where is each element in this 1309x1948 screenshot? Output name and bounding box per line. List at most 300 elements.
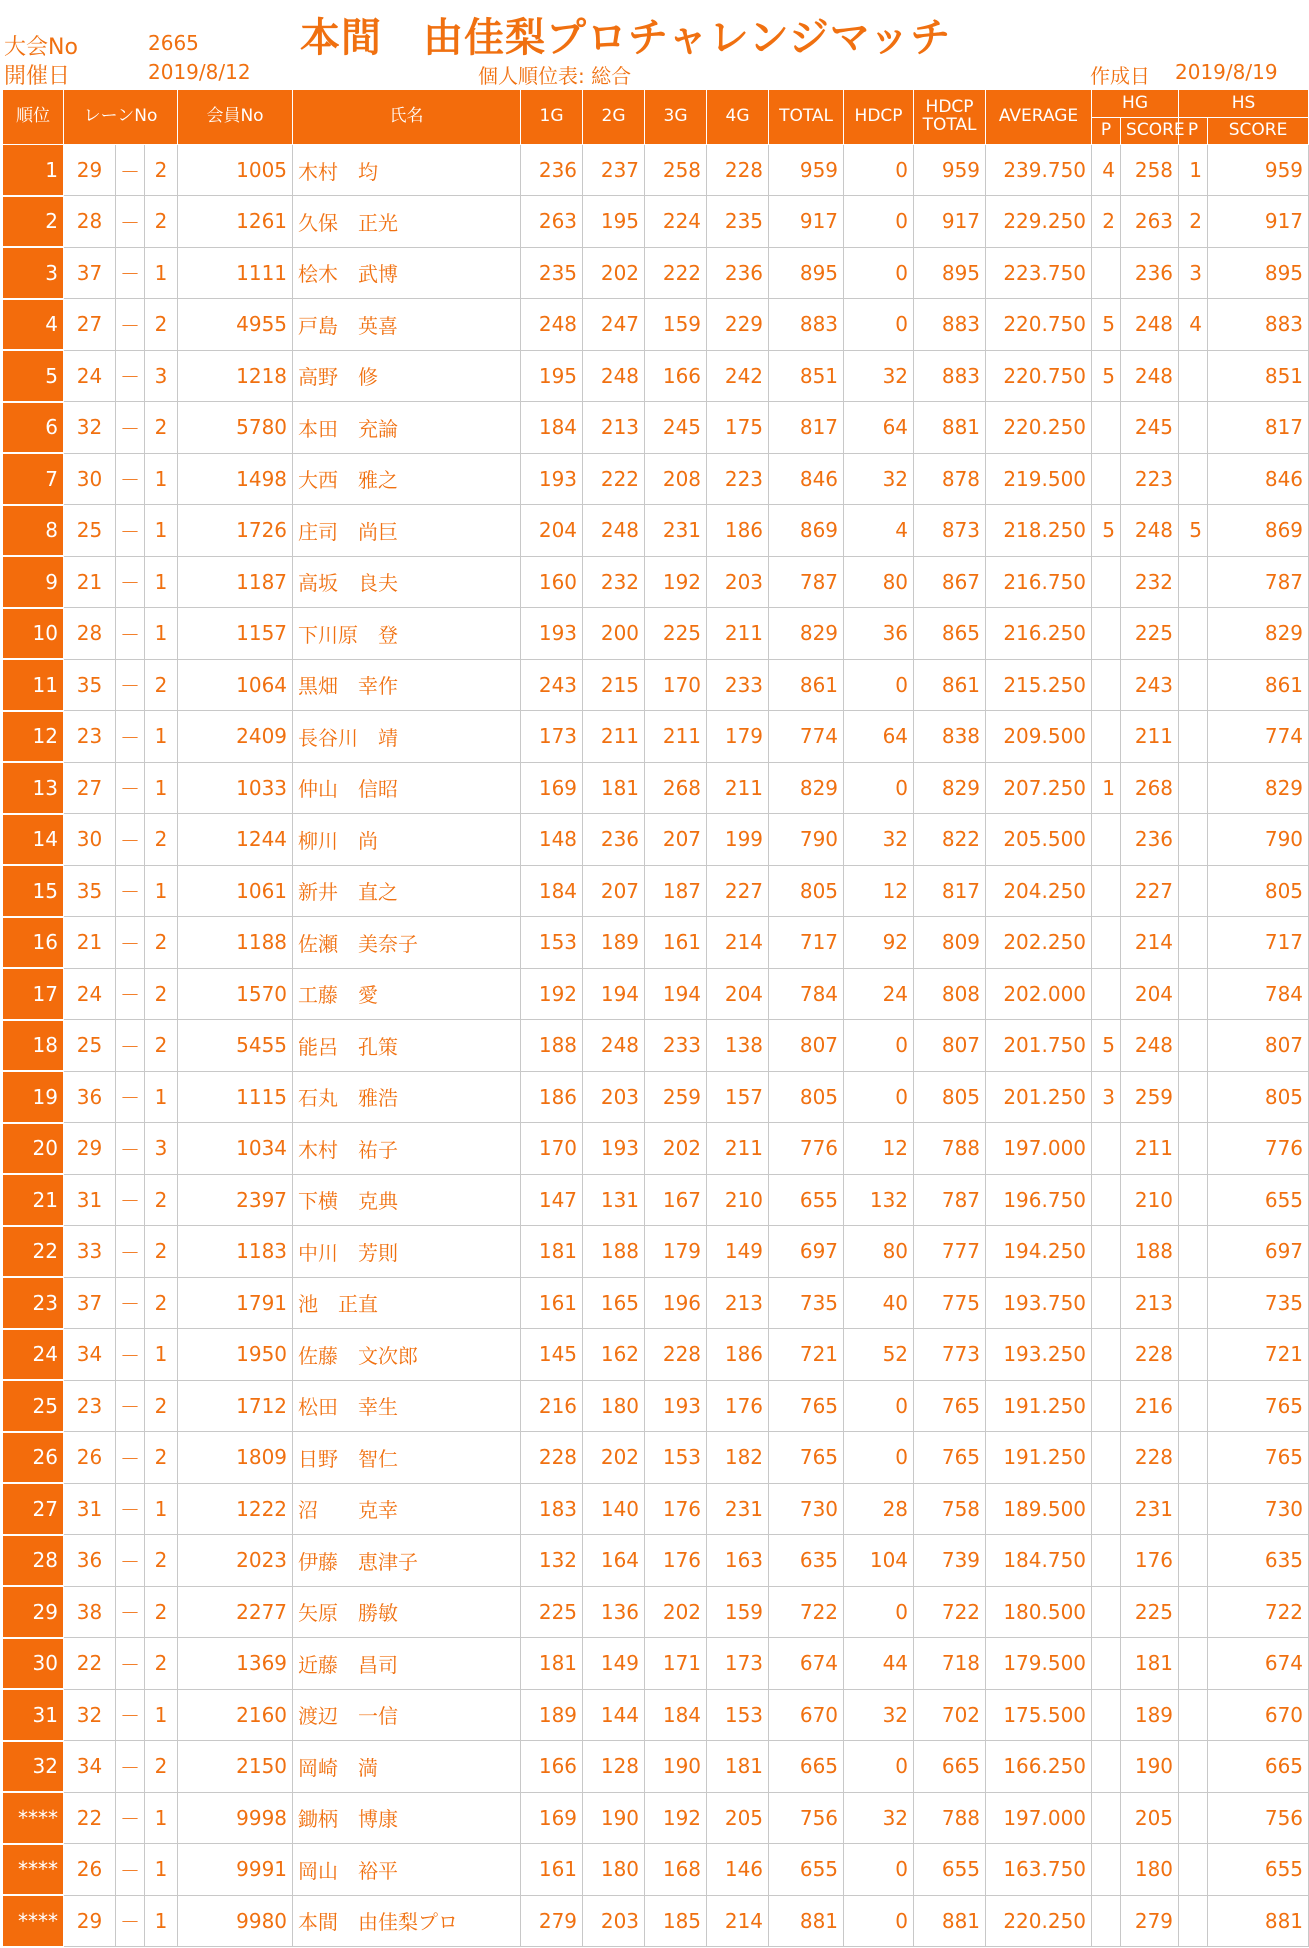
high-series-place <box>1179 1689 1208 1741</box>
game-1: 183 <box>521 1483 583 1535</box>
total-score: 722 <box>769 1586 844 1638</box>
game-1: 170 <box>521 1123 583 1175</box>
high-game-place <box>1092 1277 1121 1329</box>
handicap: 0 <box>844 299 914 351</box>
game-2: 213 <box>583 402 645 454</box>
game-3: 184 <box>645 1689 707 1741</box>
game-1: 279 <box>521 1895 583 1947</box>
handicap-total: 702 <box>914 1689 986 1741</box>
rank-cell: 30 <box>3 1638 64 1690</box>
game-2: 222 <box>583 453 645 505</box>
total-score: 784 <box>769 968 844 1020</box>
high-game-place <box>1092 1689 1121 1741</box>
handicap: 0 <box>844 762 914 814</box>
lane-sub: 2 <box>145 917 178 969</box>
lane-number: 29 <box>64 1123 116 1175</box>
total-score: 829 <box>769 608 844 660</box>
table-row <box>3 299 1309 351</box>
handicap: 40 <box>844 1277 914 1329</box>
game-2: 131 <box>583 1174 645 1226</box>
lane-dash: － <box>116 453 145 505</box>
high-game-place: 1 <box>1092 762 1121 814</box>
event-date: 2019/8/12 <box>148 60 251 84</box>
rank-cell: 27 <box>3 1483 64 1535</box>
high-series-place <box>1179 556 1208 608</box>
game-2: 237 <box>583 145 645 196</box>
rank-cell: 3 <box>3 247 64 299</box>
high-series-place <box>1179 1277 1208 1329</box>
player-name: 佐藤 文次郎 <box>293 1329 521 1381</box>
game-1: 166 <box>521 1741 583 1793</box>
total-score: 829 <box>769 762 844 814</box>
game-4: 231 <box>707 1483 769 1535</box>
lane-number: 30 <box>64 814 116 866</box>
rank-cell: 11 <box>3 659 64 711</box>
high-series-place <box>1179 659 1208 711</box>
average-score: 191.250 <box>986 1380 1092 1432</box>
average-score: 180.500 <box>986 1586 1092 1638</box>
col-hdcp-total-line2: TOTAL <box>922 115 977 135</box>
col-hdcp-total-line1: HDCP <box>925 97 974 118</box>
handicap-total: 865 <box>914 608 986 660</box>
rank-cell: 32 <box>3 1741 64 1793</box>
average-score: 220.750 <box>986 350 1092 402</box>
average-score: 189.500 <box>986 1483 1092 1535</box>
game-2: 164 <box>583 1535 645 1587</box>
lane-sub: 3 <box>145 1123 178 1175</box>
total-score: 721 <box>769 1329 844 1381</box>
handicap: 0 <box>844 1895 914 1947</box>
rank-cell: 26 <box>3 1432 64 1484</box>
handicap: 0 <box>844 196 914 248</box>
game-2: 189 <box>583 917 645 969</box>
lane-number: 26 <box>64 1432 116 1484</box>
total-score: 765 <box>769 1380 844 1432</box>
col-hdcp-total <box>914 90 986 145</box>
high-series-place <box>1179 865 1208 917</box>
high-series-place <box>1179 762 1208 814</box>
member-no: 2150 <box>178 1741 293 1793</box>
lane-dash: － <box>116 556 145 608</box>
member-no: 2409 <box>178 711 293 763</box>
game-3: 179 <box>645 1226 707 1278</box>
member-no: 1218 <box>178 350 293 402</box>
game-4: 214 <box>707 917 769 969</box>
lane-number: 32 <box>64 1689 116 1741</box>
lane-dash: － <box>116 247 145 299</box>
player-name: 矢原 勝敏 <box>293 1586 521 1638</box>
lane-number: 24 <box>64 968 116 1020</box>
member-no: 1369 <box>178 1638 293 1690</box>
player-name: 下横 克典 <box>293 1174 521 1226</box>
col-lane: レーンNo <box>64 90 178 145</box>
handicap-total: 788 <box>914 1792 986 1844</box>
total-score: 776 <box>769 1123 844 1175</box>
player-name: 近藤 昌司 <box>293 1638 521 1690</box>
lane-dash: － <box>116 1432 145 1484</box>
high-game-score: 248 <box>1121 505 1179 557</box>
table-row <box>3 1689 1309 1741</box>
handicap: 12 <box>844 865 914 917</box>
high-series-place <box>1179 1020 1208 1072</box>
player-name: 渡辺 一信 <box>293 1689 521 1741</box>
high-game-score: 227 <box>1121 865 1179 917</box>
rank-cell: 16 <box>3 917 64 969</box>
total-score: 805 <box>769 1071 844 1123</box>
total-score: 756 <box>769 1792 844 1844</box>
player-name: 中川 芳則 <box>293 1226 521 1278</box>
lane-dash: － <box>116 1226 145 1278</box>
high-series-place <box>1179 1432 1208 1484</box>
lane-sub: 1 <box>145 1483 178 1535</box>
high-game-place <box>1092 814 1121 866</box>
high-series-place <box>1179 1123 1208 1175</box>
lane-number: 37 <box>64 1277 116 1329</box>
average-score: 196.750 <box>986 1174 1092 1226</box>
handicap-total: 895 <box>914 247 986 299</box>
game-4: 149 <box>707 1226 769 1278</box>
average-score: 216.750 <box>986 556 1092 608</box>
lane-sub: 2 <box>145 1586 178 1638</box>
rank-cell: 20 <box>3 1123 64 1175</box>
created-label: 作成日 <box>1090 64 1150 88</box>
game-3: 211 <box>645 711 707 763</box>
game-1: 186 <box>521 1071 583 1123</box>
average-score: 202.250 <box>986 917 1092 969</box>
lane-dash: － <box>116 299 145 351</box>
rank-cell: 9 <box>3 556 64 608</box>
total-score: 817 <box>769 402 844 454</box>
average-score: 204.250 <box>986 865 1092 917</box>
high-series-score: 883 <box>1208 299 1309 351</box>
handicap: 0 <box>844 145 914 196</box>
rank-cell: 1 <box>3 145 64 196</box>
game-2: 149 <box>583 1638 645 1690</box>
player-name: 鋤柄 博康 <box>293 1792 521 1844</box>
member-no: 9991 <box>178 1844 293 1896</box>
average-score: 175.500 <box>986 1689 1092 1741</box>
game-4: 229 <box>707 299 769 351</box>
average-score: 207.250 <box>986 762 1092 814</box>
high-series-place: 4 <box>1179 299 1208 351</box>
col-g4: 4G <box>707 90 769 145</box>
game-1: 148 <box>521 814 583 866</box>
rank-cell: 23 <box>3 1277 64 1329</box>
game-4: 236 <box>707 247 769 299</box>
game-3: 187 <box>645 865 707 917</box>
handicap-total: 838 <box>914 711 986 763</box>
game-4: 175 <box>707 402 769 454</box>
lane-sub: 1 <box>145 1329 178 1381</box>
high-game-score: 190 <box>1121 1741 1179 1793</box>
member-no: 1244 <box>178 814 293 866</box>
handicap-total: 878 <box>914 453 986 505</box>
high-series-place <box>1179 350 1208 402</box>
high-game-score: 176 <box>1121 1535 1179 1587</box>
handicap: 0 <box>844 1844 914 1896</box>
game-2: 181 <box>583 762 645 814</box>
game-4: 214 <box>707 1895 769 1947</box>
game-2: 203 <box>583 1071 645 1123</box>
lane-number: 29 <box>64 145 116 196</box>
game-1: 204 <box>521 505 583 557</box>
game-3: 159 <box>645 299 707 351</box>
lane-dash: － <box>116 1741 145 1793</box>
average-score: 201.250 <box>986 1071 1092 1123</box>
high-series-score: 817 <box>1208 402 1309 454</box>
high-series-score: 805 <box>1208 865 1309 917</box>
average-score: 201.750 <box>986 1020 1092 1072</box>
lane-sub: 1 <box>145 453 178 505</box>
tournament-no: 2665 <box>148 31 199 55</box>
handicap: 32 <box>844 453 914 505</box>
game-4: 227 <box>707 865 769 917</box>
game-3: 224 <box>645 196 707 248</box>
player-name: 桧木 武博 <box>293 247 521 299</box>
player-name: 長谷川 靖 <box>293 711 521 763</box>
rank-cell: 2 <box>3 196 64 248</box>
handicap: 0 <box>844 1432 914 1484</box>
lane-dash: － <box>116 1277 145 1329</box>
handicap: 52 <box>844 1329 914 1381</box>
rank-cell: 18 <box>3 1020 64 1072</box>
game-3: 153 <box>645 1432 707 1484</box>
game-4: 181 <box>707 1741 769 1793</box>
game-1: 184 <box>521 402 583 454</box>
high-game-score: 236 <box>1121 814 1179 866</box>
lane-sub: 2 <box>145 659 178 711</box>
rank-cell: 6 <box>3 402 64 454</box>
player-name: 木村 均 <box>293 145 521 196</box>
high-game-place: 2 <box>1092 196 1121 248</box>
rank-cell: **** <box>3 1844 64 1896</box>
lane-sub: 1 <box>145 1071 178 1123</box>
lane-number: 35 <box>64 865 116 917</box>
lane-number: 22 <box>64 1638 116 1690</box>
high-series-place <box>1179 968 1208 1020</box>
high-game-place <box>1092 1483 1121 1535</box>
game-1: 243 <box>521 659 583 711</box>
game-3: 196 <box>645 1277 707 1329</box>
lane-dash: － <box>116 1020 145 1072</box>
lane-dash: － <box>116 1483 145 1535</box>
rank-cell: **** <box>3 1895 64 1947</box>
game-2: 188 <box>583 1226 645 1278</box>
total-score: 665 <box>769 1741 844 1793</box>
table-row <box>3 762 1309 814</box>
table-row <box>3 505 1309 557</box>
high-series-score: 917 <box>1208 196 1309 248</box>
handicap-total: 655 <box>914 1844 986 1896</box>
high-game-place: 5 <box>1092 299 1121 351</box>
lane-dash: － <box>116 608 145 660</box>
player-name: 佐瀬 美奈子 <box>293 917 521 969</box>
page-subtitle: 個人順位表: 総合 <box>478 64 632 88</box>
high-game-place <box>1092 1535 1121 1587</box>
average-score: 219.500 <box>986 453 1092 505</box>
average-score: 197.000 <box>986 1792 1092 1844</box>
total-score: 851 <box>769 350 844 402</box>
handicap-total: 809 <box>914 917 986 969</box>
high-game-place <box>1092 1586 1121 1638</box>
average-score: 166.250 <box>986 1741 1092 1793</box>
handicap-total: 822 <box>914 814 986 866</box>
lane-number: 36 <box>64 1535 116 1587</box>
game-1: 161 <box>521 1277 583 1329</box>
rank-cell: 31 <box>3 1689 64 1741</box>
game-3: 228 <box>645 1329 707 1381</box>
lane-sub: 1 <box>145 1792 178 1844</box>
member-no: 1115 <box>178 1071 293 1123</box>
player-name: 久保 正光 <box>293 196 521 248</box>
handicap: 32 <box>844 1689 914 1741</box>
game-3: 185 <box>645 1895 707 1947</box>
high-game-place <box>1092 1638 1121 1690</box>
rank-cell: 29 <box>3 1586 64 1638</box>
game-2: 207 <box>583 865 645 917</box>
average-score: 223.750 <box>986 247 1092 299</box>
game-1: 248 <box>521 299 583 351</box>
table-row <box>3 1792 1309 1844</box>
created-date: 2019/8/19 <box>1175 60 1278 84</box>
average-score: 220.750 <box>986 299 1092 351</box>
member-no: 1188 <box>178 917 293 969</box>
total-score: 861 <box>769 659 844 711</box>
high-game-score: 231 <box>1121 1483 1179 1535</box>
high-game-score: 279 <box>1121 1895 1179 1947</box>
average-score: 216.250 <box>986 608 1092 660</box>
game-1: 147 <box>521 1174 583 1226</box>
rank-cell: 28 <box>3 1535 64 1587</box>
game-3: 161 <box>645 917 707 969</box>
handicap-total: 881 <box>914 402 986 454</box>
lane-number: 25 <box>64 505 116 557</box>
table-row <box>3 1071 1309 1123</box>
handicap: 64 <box>844 402 914 454</box>
handicap-total: 765 <box>914 1380 986 1432</box>
total-score: 790 <box>769 814 844 866</box>
high-series-place <box>1179 711 1208 763</box>
high-game-score: 225 <box>1121 608 1179 660</box>
game-1: 169 <box>521 762 583 814</box>
high-game-score: 213 <box>1121 1277 1179 1329</box>
ranking-table <box>2 89 1309 1948</box>
col-hs-p: P <box>1179 118 1208 145</box>
game-1: 195 <box>521 350 583 402</box>
col-average: AVERAGE <box>986 90 1092 145</box>
player-name: 岡山 裕平 <box>293 1844 521 1896</box>
game-4: 211 <box>707 1123 769 1175</box>
col-name: 氏名 <box>293 90 521 145</box>
member-no: 9998 <box>178 1792 293 1844</box>
lane-sub: 3 <box>145 350 178 402</box>
rank-cell: 19 <box>3 1071 64 1123</box>
member-no: 1064 <box>178 659 293 711</box>
high-game-score: 268 <box>1121 762 1179 814</box>
high-series-score: 787 <box>1208 556 1309 608</box>
high-series-place <box>1179 1380 1208 1432</box>
game-1: 189 <box>521 1689 583 1741</box>
lane-number: 27 <box>64 762 116 814</box>
lane-sub: 1 <box>145 505 178 557</box>
game-3: 258 <box>645 145 707 196</box>
game-4: 235 <box>707 196 769 248</box>
table-row <box>3 659 1309 711</box>
high-series-score: 774 <box>1208 711 1309 763</box>
game-2: 162 <box>583 1329 645 1381</box>
total-score: 697 <box>769 1226 844 1278</box>
high-series-place <box>1179 453 1208 505</box>
player-name: 木村 祐子 <box>293 1123 521 1175</box>
total-score: 846 <box>769 453 844 505</box>
high-game-place <box>1092 1741 1121 1793</box>
game-4: 182 <box>707 1432 769 1484</box>
game-1: 181 <box>521 1638 583 1690</box>
page-title: 本間 由佳梨プロチャレンジマッチ <box>300 15 952 61</box>
handicap-total: 873 <box>914 505 986 557</box>
high-series-score: 784 <box>1208 968 1309 1020</box>
lane-number: 21 <box>64 917 116 969</box>
high-game-place <box>1092 1432 1121 1484</box>
game-1: 173 <box>521 711 583 763</box>
game-4: 153 <box>707 1689 769 1741</box>
player-name: 石丸 雅浩 <box>293 1071 521 1123</box>
game-2: 202 <box>583 247 645 299</box>
high-game-score: 223 <box>1121 453 1179 505</box>
lane-sub: 2 <box>145 1432 178 1484</box>
table-row <box>3 1380 1309 1432</box>
lane-number: 38 <box>64 1586 116 1638</box>
lane-dash: － <box>116 762 145 814</box>
total-score: 883 <box>769 299 844 351</box>
member-no: 1950 <box>178 1329 293 1381</box>
average-score: 184.750 <box>986 1535 1092 1587</box>
total-score: 730 <box>769 1483 844 1535</box>
table-row <box>3 1741 1309 1793</box>
rank-cell: 25 <box>3 1380 64 1432</box>
high-series-score: 790 <box>1208 814 1309 866</box>
handicap-total: 788 <box>914 1123 986 1175</box>
high-game-score: 228 <box>1121 1432 1179 1484</box>
lane-sub: 2 <box>145 196 178 248</box>
handicap: 0 <box>844 1020 914 1072</box>
average-score: 215.250 <box>986 659 1092 711</box>
lane-sub: 1 <box>145 1895 178 1947</box>
high-game-place <box>1092 659 1121 711</box>
header-row <box>3 90 1309 118</box>
lane-dash: － <box>116 659 145 711</box>
high-series-score: 655 <box>1208 1174 1309 1226</box>
game-3: 225 <box>645 608 707 660</box>
high-game-place <box>1092 968 1121 1020</box>
game-4: 233 <box>707 659 769 711</box>
game-4: 211 <box>707 608 769 660</box>
lane-dash: － <box>116 1380 145 1432</box>
lane-number: 31 <box>64 1483 116 1535</box>
table-row <box>3 1020 1309 1072</box>
game-4: 211 <box>707 762 769 814</box>
lane-sub: 1 <box>145 247 178 299</box>
game-1: 263 <box>521 196 583 248</box>
handicap: 0 <box>844 1380 914 1432</box>
high-game-place <box>1092 1329 1121 1381</box>
high-series-place: 1 <box>1179 145 1208 196</box>
high-series-place <box>1179 1329 1208 1381</box>
game-2: 180 <box>583 1844 645 1896</box>
high-series-place <box>1179 1792 1208 1844</box>
member-no: 2023 <box>178 1535 293 1587</box>
game-3: 245 <box>645 402 707 454</box>
